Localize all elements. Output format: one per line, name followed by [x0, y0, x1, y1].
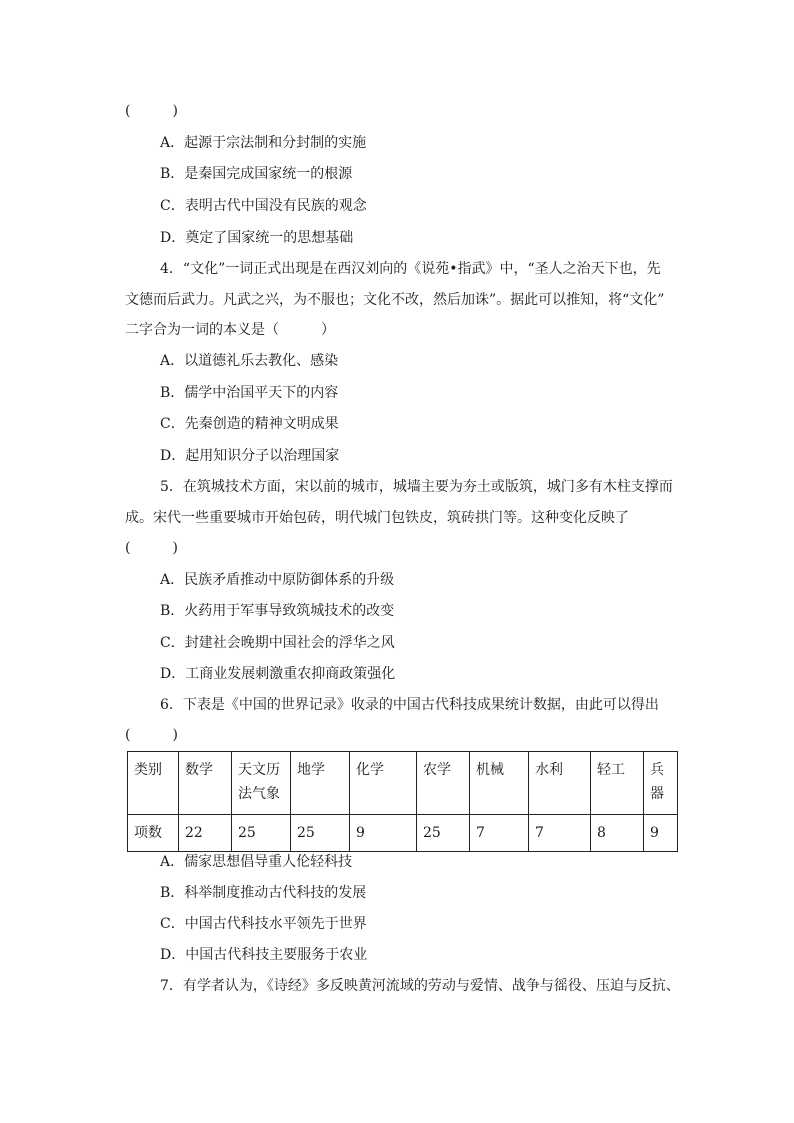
q6-stem-line1: 6．下表是《中国的世界记录》收录的中国古代科技成果统计数据，由此可以得出 [160, 697, 659, 713]
q6-option-b: B．科举制度推动古代科技的发展 [160, 885, 367, 901]
table-cell: 25 [291, 815, 350, 852]
table-row [128, 815, 678, 852]
table-header-row [128, 752, 678, 815]
table-cell: 25 [232, 815, 291, 852]
q5-stem-line3: ( ) [125, 540, 178, 556]
q5-option-c: C．封建社会晚期中国社会的浮华之风 [160, 635, 395, 651]
table-cell: 7 [529, 815, 591, 852]
table-cell: 地学 [291, 752, 350, 815]
q3-option-a: A．起源于宗法制和分封制的实施 [160, 135, 367, 151]
q4-stem-line1: 4．“文化”一词正式出现是在西汉刘向的《说苑•指武》中，“圣人之治天下也，先 [160, 261, 661, 277]
q6-option-c: C．中国古代科技水平领先于世界 [160, 916, 367, 932]
table-cell: 22 [179, 815, 232, 852]
q6-option-d: D．中国古代科技主要服务于农业 [160, 947, 368, 963]
table-cell: 机械 [470, 752, 529, 815]
q5-option-b: B．火药用于军事导致筑城技术的改变 [160, 603, 395, 619]
table-cell: 农学 [417, 752, 470, 815]
table-cell: 项数 [128, 815, 179, 852]
q4-option-d: D．起用知识分子以治理国家 [160, 448, 340, 464]
table-cell: 7 [470, 815, 529, 852]
q3-option-d: D．奠定了国家统一的思想基础 [160, 230, 354, 246]
table-cell: 9 [350, 815, 417, 852]
table-cell: 水利 [529, 752, 591, 815]
table-cell: 数学 [179, 752, 232, 815]
tech-stats-table [127, 751, 678, 852]
q4-stem-line2: 文德而后武力。凡武之兴，为不服也；文化不改，然后加诛”。据此可以推知，将“文化” [125, 292, 665, 308]
q3-answer-blank: ( ) [125, 103, 178, 119]
q3-option-b: B．是秦国完成国家统一的根源 [160, 166, 353, 182]
q7-stem-line1: 7．有学者认为，《诗经》多反映黄河流域的劳动与爱情、战争与徭役、压迫与反抗、 [160, 978, 680, 994]
table-cell: 兵器 [644, 752, 678, 815]
table-cell: 25 [417, 815, 470, 852]
q5-stem-line2: 成。宋代一些重要城市开始包砖，明代城门包铁皮，筑砖拱门等。这种变化反映了 [125, 510, 629, 526]
table-cell: 9 [644, 815, 678, 852]
q3-option-c: C．表明古代中国没有民族的观念 [160, 198, 367, 214]
q5-stem-line1: 5．在筑城技术方面，宋以前的城市，城墙主要为夯土或版筑，城门多有木柱支撑而 [160, 479, 673, 495]
table-cell: 轻工 [591, 752, 644, 815]
q5-option-d: D．工商业发展刺激重农抑商政策强化 [160, 666, 396, 682]
q4-option-b: B．儒学中治国平天下的内容 [160, 385, 339, 401]
q4-stem-line3: 二字合为一词的本义是（ ） [125, 322, 335, 338]
q6-option-a: A．儒家思想倡导重人伦轻科技 [160, 854, 353, 870]
table-cell: 化学 [350, 752, 417, 815]
table-cell: 类别 [128, 752, 179, 815]
table-cell: 8 [591, 815, 644, 852]
q4-option-a: A．以道德礼乐去教化、感染 [160, 353, 339, 369]
q6-stem-line2: ( ) [125, 727, 178, 743]
q5-option-a: A．民族矛盾推动中原防御体系的升级 [160, 572, 395, 588]
table-cell: 天文历法气象 [232, 752, 291, 815]
q4-option-c: C．先秦创造的精神文明成果 [160, 416, 339, 432]
